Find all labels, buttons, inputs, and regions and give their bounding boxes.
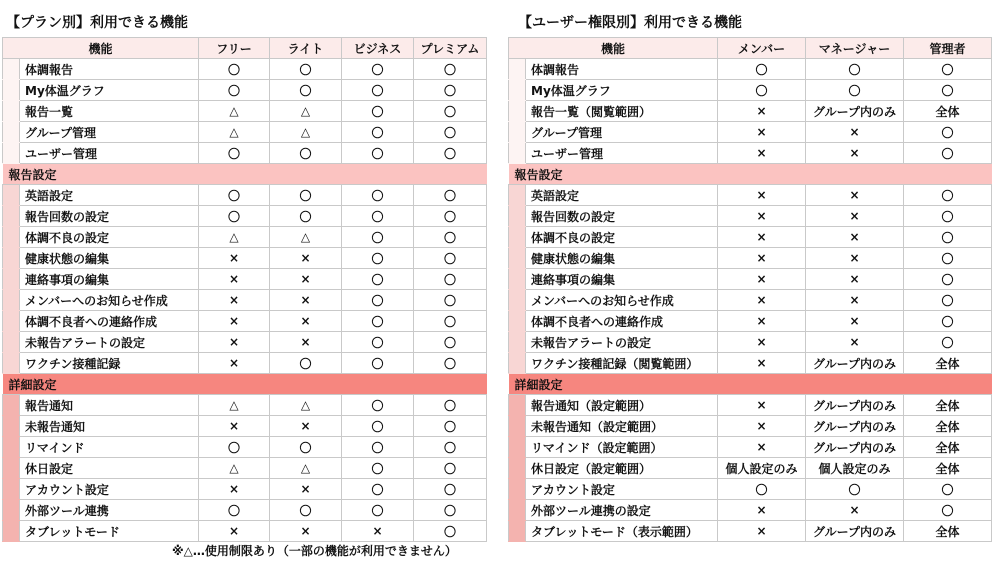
availability-cell: 全体 xyxy=(904,101,992,122)
availability-cell: 〇 xyxy=(270,353,342,374)
column-header: ビジネス xyxy=(342,38,414,59)
availability-cell: × xyxy=(718,521,806,542)
availability-cell: 〇 xyxy=(342,290,414,311)
availability-cell: △ xyxy=(199,395,270,416)
table-row xyxy=(509,101,992,122)
feature-name: アカウント設定 xyxy=(526,479,718,500)
feature-name: 健康状態の編集 xyxy=(526,248,718,269)
section-indicator xyxy=(3,290,20,311)
section-indicator xyxy=(509,332,526,353)
feature-name: 体調報告 xyxy=(526,59,718,80)
availability-cell: 〇 xyxy=(414,185,487,206)
availability-cell: 〇 xyxy=(904,143,992,164)
role-header-row xyxy=(509,38,992,59)
section-indicator xyxy=(509,311,526,332)
availability-cell: × xyxy=(806,206,904,227)
column-header: 機能 xyxy=(509,38,718,59)
table-row xyxy=(3,122,487,143)
availability-cell: × xyxy=(718,416,806,437)
availability-cell: 〇 xyxy=(718,479,806,500)
availability-cell: × xyxy=(718,143,806,164)
availability-cell: 〇 xyxy=(342,185,414,206)
availability-cell: 〇 xyxy=(414,122,487,143)
availability-cell: 〇 xyxy=(904,122,992,143)
availability-cell: × xyxy=(270,521,342,542)
section-indicator xyxy=(509,353,526,374)
availability-cell: × xyxy=(806,290,904,311)
availability-cell: 〇 xyxy=(718,59,806,80)
footnote: ※△…使用制限あり（一部の機能が利用できません） xyxy=(172,544,457,558)
availability-cell: × xyxy=(718,206,806,227)
table-row xyxy=(509,269,992,290)
feature-name: タブレットモード（表示範囲） xyxy=(526,521,718,542)
availability-cell: × xyxy=(806,248,904,269)
availability-cell: × xyxy=(270,290,342,311)
availability-cell: 〇 xyxy=(342,101,414,122)
availability-cell: 〇 xyxy=(414,332,487,353)
section-indicator xyxy=(3,185,20,206)
plan-table-title: 【プラン別】利用できる機能 xyxy=(6,15,188,31)
availability-cell: × xyxy=(718,269,806,290)
feature-name: 外部ツール連携 xyxy=(20,500,199,521)
feature-name: 外部ツール連携の設定 xyxy=(526,500,718,521)
availability-cell: △ xyxy=(199,101,270,122)
availability-cell: 〇 xyxy=(342,500,414,521)
availability-cell: 〇 xyxy=(342,311,414,332)
feature-name: 連絡事項の編集 xyxy=(526,269,718,290)
availability-cell: 〇 xyxy=(342,143,414,164)
availability-cell: × xyxy=(199,479,270,500)
section-indicator xyxy=(3,59,20,80)
table-row xyxy=(3,311,487,332)
availability-cell: × xyxy=(270,479,342,500)
availability-cell: △ xyxy=(199,122,270,143)
availability-cell: 〇 xyxy=(414,269,487,290)
availability-cell: △ xyxy=(270,227,342,248)
table-row xyxy=(509,122,992,143)
table-row xyxy=(3,101,487,122)
availability-cell: 〇 xyxy=(342,395,414,416)
table-row xyxy=(3,59,487,80)
availability-cell: 〇 xyxy=(342,206,414,227)
availability-cell: グループ内のみ xyxy=(806,521,904,542)
availability-cell: 〇 xyxy=(904,290,992,311)
table-row xyxy=(3,269,487,290)
table-row xyxy=(509,416,992,437)
section-label: 報告設定 xyxy=(3,164,487,185)
plan-header-row xyxy=(3,38,487,59)
section-indicator xyxy=(509,143,526,164)
availability-cell: × xyxy=(270,416,342,437)
section-indicator xyxy=(3,458,20,479)
availability-cell: × xyxy=(718,185,806,206)
table-row xyxy=(3,395,487,416)
availability-cell: × xyxy=(806,122,904,143)
availability-cell: 〇 xyxy=(342,59,414,80)
availability-cell: × xyxy=(718,437,806,458)
section-indicator xyxy=(509,479,526,500)
section-indicator xyxy=(509,458,526,479)
availability-cell: 〇 xyxy=(414,353,487,374)
availability-cell: グループ内のみ xyxy=(806,353,904,374)
table-row xyxy=(509,332,992,353)
availability-cell: 〇 xyxy=(342,122,414,143)
section-indicator xyxy=(509,101,526,122)
table-row xyxy=(3,416,487,437)
availability-cell: 全体 xyxy=(904,353,992,374)
availability-cell: × xyxy=(718,122,806,143)
table-row xyxy=(3,500,487,521)
availability-cell: 〇 xyxy=(414,290,487,311)
availability-cell: 〇 xyxy=(342,479,414,500)
section-indicator xyxy=(509,521,526,542)
availability-cell: グループ内のみ xyxy=(806,101,904,122)
availability-cell: 〇 xyxy=(414,59,487,80)
section-indicator xyxy=(3,437,20,458)
availability-cell: × xyxy=(806,332,904,353)
feature-name: 未報告アラートの設定 xyxy=(20,332,199,353)
availability-cell: 〇 xyxy=(904,185,992,206)
availability-cell: 〇 xyxy=(904,332,992,353)
table-row xyxy=(3,521,487,542)
availability-cell: 全体 xyxy=(904,395,992,416)
availability-cell: × xyxy=(199,269,270,290)
table-row xyxy=(509,59,992,80)
section-indicator xyxy=(3,227,20,248)
table-row xyxy=(509,80,992,101)
section-indicator xyxy=(509,227,526,248)
table-row xyxy=(3,332,487,353)
section-indicator xyxy=(3,248,20,269)
section-indicator xyxy=(3,311,20,332)
column-header: プレミアム xyxy=(414,38,487,59)
availability-cell: × xyxy=(718,353,806,374)
availability-cell: 〇 xyxy=(270,185,342,206)
availability-cell: 〇 xyxy=(414,143,487,164)
availability-cell: 全体 xyxy=(904,437,992,458)
feature-name: My体温グラフ xyxy=(526,80,718,101)
section-label: 詳細設定 xyxy=(3,374,487,395)
section-indicator xyxy=(3,395,20,416)
feature-name: 報告通知（設定範囲） xyxy=(526,395,718,416)
table-row xyxy=(3,290,487,311)
availability-cell: △ xyxy=(199,458,270,479)
availability-cell: 〇 xyxy=(270,143,342,164)
section-indicator xyxy=(3,353,20,374)
column-header: ライト xyxy=(270,38,342,59)
feature-name: ユーザー管理 xyxy=(20,143,199,164)
section-indicator xyxy=(3,332,20,353)
availability-cell: グループ内のみ xyxy=(806,416,904,437)
section-indicator xyxy=(3,269,20,290)
feature-name: リマインド（設定範囲） xyxy=(526,437,718,458)
availability-cell: 〇 xyxy=(342,227,414,248)
section-indicator xyxy=(509,185,526,206)
table-row xyxy=(509,290,992,311)
availability-cell: 〇 xyxy=(904,59,992,80)
section-indicator xyxy=(509,269,526,290)
availability-cell: 〇 xyxy=(806,59,904,80)
availability-cell: 〇 xyxy=(342,80,414,101)
availability-cell: 〇 xyxy=(199,143,270,164)
section-indicator xyxy=(3,521,20,542)
table-row xyxy=(509,521,992,542)
plan-feature-table xyxy=(2,37,487,542)
availability-cell: 〇 xyxy=(414,227,487,248)
section-indicator xyxy=(3,143,20,164)
section-indicator xyxy=(509,206,526,227)
section-indicator xyxy=(3,122,20,143)
availability-cell: × xyxy=(199,311,270,332)
availability-cell: × xyxy=(270,269,342,290)
availability-cell: × xyxy=(718,500,806,521)
availability-cell: △ xyxy=(270,101,342,122)
table-row xyxy=(3,143,487,164)
availability-cell: 〇 xyxy=(270,206,342,227)
feature-name: 連絡事項の編集 xyxy=(20,269,199,290)
table-row xyxy=(3,227,487,248)
availability-cell: × xyxy=(199,521,270,542)
feature-name: 未報告アラートの設定 xyxy=(526,332,718,353)
table-row xyxy=(509,353,992,374)
availability-cell: × xyxy=(806,185,904,206)
section-indicator xyxy=(509,500,526,521)
availability-cell: 〇 xyxy=(414,80,487,101)
feature-name: ワクチン接種記録（閲覧範囲） xyxy=(526,353,718,374)
availability-cell: 〇 xyxy=(414,311,487,332)
table-row xyxy=(509,206,992,227)
table-row xyxy=(509,143,992,164)
availability-cell: 〇 xyxy=(199,437,270,458)
availability-cell: 〇 xyxy=(199,185,270,206)
table-row xyxy=(509,227,992,248)
section-indicator xyxy=(3,479,20,500)
availability-cell: 〇 xyxy=(414,437,487,458)
feature-name: 体調不良の設定 xyxy=(20,227,199,248)
table-row xyxy=(509,500,992,521)
column-header: メンバー xyxy=(718,38,806,59)
availability-cell: 〇 xyxy=(414,206,487,227)
section-indicator xyxy=(509,59,526,80)
availability-cell: × xyxy=(199,248,270,269)
feature-name: 未報告通知 xyxy=(20,416,199,437)
section-indicator xyxy=(3,416,20,437)
feature-name: タブレットモード xyxy=(20,521,199,542)
availability-cell: 〇 xyxy=(904,248,992,269)
section-indicator xyxy=(3,101,20,122)
availability-cell: × xyxy=(199,416,270,437)
availability-cell: × xyxy=(718,248,806,269)
feature-name: 報告回数の設定 xyxy=(526,206,718,227)
section-indicator xyxy=(3,80,20,101)
feature-name: 休日設定（設定範囲） xyxy=(526,458,718,479)
feature-name: 英語設定 xyxy=(20,185,199,206)
availability-cell: 〇 xyxy=(270,59,342,80)
feature-name: グループ管理 xyxy=(526,122,718,143)
table-row xyxy=(509,479,992,500)
availability-cell: 〇 xyxy=(342,437,414,458)
feature-name: メンバーへのお知らせ作成 xyxy=(20,290,199,311)
availability-cell: × xyxy=(718,311,806,332)
availability-cell: × xyxy=(718,332,806,353)
availability-cell: 〇 xyxy=(342,269,414,290)
availability-cell: 〇 xyxy=(342,248,414,269)
feature-name: 体調報告 xyxy=(20,59,199,80)
availability-cell: グループ内のみ xyxy=(806,395,904,416)
availability-cell: 全体 xyxy=(904,521,992,542)
feature-name: 未報告通知（設定範囲） xyxy=(526,416,718,437)
table-row xyxy=(3,479,487,500)
section-row xyxy=(509,164,992,185)
availability-cell: 〇 xyxy=(718,80,806,101)
table-row xyxy=(3,185,487,206)
column-header: 管理者 xyxy=(904,38,992,59)
feature-name: グループ管理 xyxy=(20,122,199,143)
section-indicator xyxy=(509,290,526,311)
availability-cell: 〇 xyxy=(904,227,992,248)
availability-cell: 〇 xyxy=(270,500,342,521)
availability-cell: × xyxy=(718,227,806,248)
availability-cell: 〇 xyxy=(904,269,992,290)
availability-cell: × xyxy=(718,395,806,416)
availability-cell: × xyxy=(199,332,270,353)
table-row xyxy=(3,206,487,227)
availability-cell: 〇 xyxy=(199,80,270,101)
availability-cell: △ xyxy=(199,227,270,248)
availability-cell: 〇 xyxy=(414,500,487,521)
availability-cell: 〇 xyxy=(342,332,414,353)
availability-cell: 個人設定のみ xyxy=(718,458,806,479)
availability-cell: 〇 xyxy=(270,437,342,458)
feature-name: 報告一覧（閲覧範囲） xyxy=(526,101,718,122)
availability-cell: △ xyxy=(270,122,342,143)
column-header: 機能 xyxy=(3,38,199,59)
section-indicator xyxy=(3,206,20,227)
availability-cell: 全体 xyxy=(904,458,992,479)
availability-cell: 〇 xyxy=(414,248,487,269)
availability-cell: × xyxy=(199,290,270,311)
section-indicator xyxy=(509,395,526,416)
availability-cell: 〇 xyxy=(342,416,414,437)
section-indicator xyxy=(3,500,20,521)
availability-cell: × xyxy=(718,101,806,122)
availability-cell: 〇 xyxy=(806,80,904,101)
table-row xyxy=(509,311,992,332)
table-row xyxy=(3,80,487,101)
section-indicator xyxy=(509,437,526,458)
availability-cell: グループ内のみ xyxy=(806,437,904,458)
availability-cell: 〇 xyxy=(342,458,414,479)
section-indicator xyxy=(509,122,526,143)
feature-name: リマインド xyxy=(20,437,199,458)
feature-name: 体調不良者への連絡作成 xyxy=(526,311,718,332)
column-header: マネージャー xyxy=(806,38,904,59)
column-header: フリー xyxy=(199,38,270,59)
table-row xyxy=(3,458,487,479)
table-row xyxy=(509,458,992,479)
availability-cell: × xyxy=(806,227,904,248)
availability-cell: 〇 xyxy=(414,458,487,479)
table-row xyxy=(509,437,992,458)
feature-name: 健康状態の編集 xyxy=(20,248,199,269)
availability-cell: 個人設定のみ xyxy=(806,458,904,479)
section-row xyxy=(3,374,487,395)
availability-cell: 〇 xyxy=(199,500,270,521)
feature-name: 報告通知 xyxy=(20,395,199,416)
feature-name: メンバーへのお知らせ作成 xyxy=(526,290,718,311)
availability-cell: × xyxy=(718,290,806,311)
feature-name: 報告一覧 xyxy=(20,101,199,122)
feature-name: ユーザー管理 xyxy=(526,143,718,164)
availability-cell: 〇 xyxy=(414,395,487,416)
availability-cell: △ xyxy=(270,395,342,416)
availability-cell: 〇 xyxy=(904,311,992,332)
availability-cell: × xyxy=(342,521,414,542)
feature-name: ワクチン接種記録 xyxy=(20,353,199,374)
role-feature-table xyxy=(508,37,992,542)
role-table-title: 【ユーザー権限別】利用できる機能 xyxy=(518,15,742,31)
table-row xyxy=(509,395,992,416)
table-row xyxy=(3,248,487,269)
availability-cell: × xyxy=(270,332,342,353)
availability-cell: 〇 xyxy=(199,206,270,227)
feature-name: 体調不良の設定 xyxy=(526,227,718,248)
table-row xyxy=(3,353,487,374)
feature-name: My体温グラフ xyxy=(20,80,199,101)
section-label: 報告設定 xyxy=(509,164,992,185)
availability-cell: 〇 xyxy=(414,521,487,542)
availability-cell: × xyxy=(806,311,904,332)
availability-cell: △ xyxy=(270,458,342,479)
availability-cell: 〇 xyxy=(414,416,487,437)
availability-cell: × xyxy=(199,353,270,374)
feature-name: アカウント設定 xyxy=(20,479,199,500)
availability-cell: 〇 xyxy=(904,206,992,227)
section-indicator xyxy=(509,248,526,269)
availability-cell: 〇 xyxy=(414,479,487,500)
availability-cell: 〇 xyxy=(806,479,904,500)
table-row xyxy=(509,248,992,269)
feature-name: 報告回数の設定 xyxy=(20,206,199,227)
availability-cell: 〇 xyxy=(904,479,992,500)
availability-cell: 〇 xyxy=(904,500,992,521)
table-row xyxy=(509,185,992,206)
availability-cell: × xyxy=(806,269,904,290)
section-row xyxy=(509,374,992,395)
availability-cell: × xyxy=(806,143,904,164)
availability-cell: 〇 xyxy=(414,101,487,122)
availability-cell: 〇 xyxy=(342,353,414,374)
section-indicator xyxy=(509,80,526,101)
availability-cell: 全体 xyxy=(904,416,992,437)
section-label: 詳細設定 xyxy=(509,374,992,395)
availability-cell: × xyxy=(806,500,904,521)
availability-cell: 〇 xyxy=(904,80,992,101)
section-row xyxy=(3,164,487,185)
availability-cell: × xyxy=(270,311,342,332)
availability-cell: 〇 xyxy=(199,59,270,80)
section-indicator xyxy=(509,416,526,437)
feature-name: 休日設定 xyxy=(20,458,199,479)
feature-name: 体調不良者への連絡作成 xyxy=(20,311,199,332)
availability-cell: × xyxy=(270,248,342,269)
availability-cell: 〇 xyxy=(270,80,342,101)
feature-name: 英語設定 xyxy=(526,185,718,206)
table-row xyxy=(3,437,487,458)
